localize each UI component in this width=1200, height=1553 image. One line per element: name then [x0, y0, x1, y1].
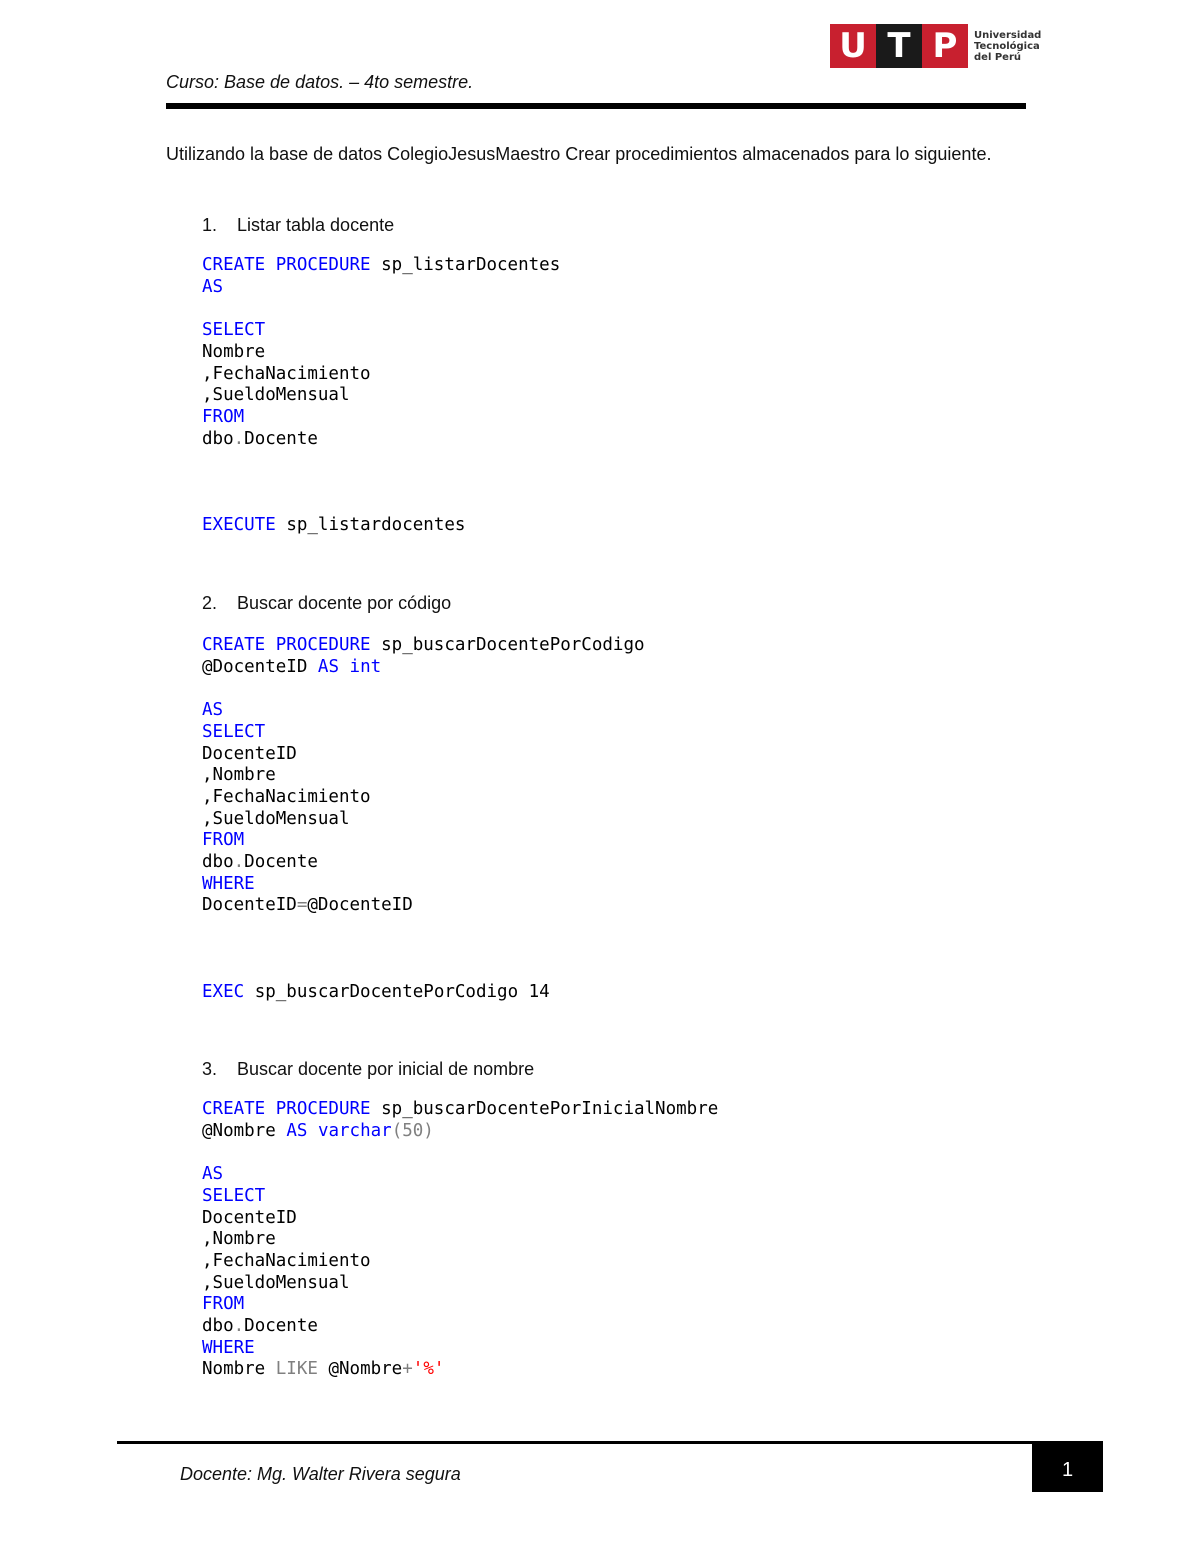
logo-letter-p: P: [922, 24, 968, 68]
exec-call: sp_buscarDocentePorCodigo 14: [254, 982, 550, 1003]
logo-line-3: del Perú: [974, 51, 1022, 63]
code-type: int: [349, 656, 382, 677]
section-number: 3.: [202, 1059, 218, 1079]
cond-operator: LIKE: [275, 1359, 318, 1380]
cond-left: DocenteID: [202, 895, 297, 916]
code-block-2: [202, 635, 645, 1004]
logo-letter-u: U: [830, 24, 876, 68]
header-divider: [166, 103, 1026, 109]
section-1-heading: [202, 215, 394, 236]
page-number: 1: [1032, 1441, 1103, 1492]
code-keyword: SELECT: [202, 320, 266, 341]
section-title: Listar tabla docente: [237, 215, 395, 235]
code-keyword: CREATE PROCEDURE: [202, 635, 371, 655]
code-column: ,FechaNacimiento: [202, 1250, 371, 1271]
code-param: @DocenteID: [202, 656, 308, 677]
code-keyword: AS: [202, 276, 224, 297]
section-2-heading: [202, 593, 451, 614]
cond-operator: =: [296, 895, 308, 916]
code-keyword: FROM: [202, 830, 245, 851]
code-block-1: [202, 255, 560, 537]
logo-line-2: Tecnológica: [974, 40, 1040, 52]
code-column: ,SueldoMensual: [202, 808, 350, 829]
code-block-3: [202, 1099, 718, 1381]
code-column: ,Nombre: [202, 1229, 276, 1250]
code-keyword: SELECT: [202, 721, 266, 742]
code-column: ,FechaNacimiento: [202, 786, 371, 807]
code-column: ,SueldoMensual: [202, 385, 350, 406]
cond-string: '%': [412, 1359, 445, 1380]
section-number: 2.: [202, 593, 218, 613]
course-title: Curso: Base de datos. – 4to semestre.: [166, 72, 474, 92]
code-keyword: AS: [317, 656, 339, 677]
code-column: ,FechaNacimiento: [202, 363, 371, 384]
cond-right: @Nombre: [328, 1359, 403, 1380]
code-keyword: EXEC: [202, 982, 245, 1003]
proc-name: sp_listarDocentes: [381, 255, 561, 275]
cond-right: @DocenteID: [307, 895, 413, 916]
code-dot: .: [233, 428, 245, 449]
code-type-length: (50): [391, 1120, 434, 1141]
code-dot: .: [233, 852, 245, 873]
code-param: @Nombre: [202, 1120, 276, 1141]
logo-text: [974, 30, 1041, 63]
utp-logo: [830, 24, 1041, 68]
code-keyword: SELECT: [202, 1185, 266, 1206]
code-dot: .: [233, 1316, 245, 1337]
teacher-name: Docente: Mg. Walter Rivera segura: [180, 1464, 461, 1484]
cond-left: Nombre: [202, 1359, 266, 1380]
intro-paragraph: Utilizando la base de datos ColegioJesusMaestro Crear procedimientos almacenados para lo siguiente.: [166, 144, 992, 164]
code-column: DocenteID: [202, 743, 297, 764]
code-keyword: WHERE: [202, 873, 255, 894]
table-schema: dbo: [202, 428, 234, 449]
proc-name: sp_buscarDocentePorCodigo: [381, 635, 645, 655]
section-title: Buscar docente por inicial de nombre: [237, 1059, 535, 1079]
code-keyword: CREATE PROCEDURE: [202, 1099, 371, 1119]
table-name: Docente: [244, 428, 318, 449]
proc-name: sp_buscarDocentePorInicialNombre: [381, 1099, 719, 1119]
section-number: 1.: [202, 215, 218, 235]
table-name: Docente: [244, 1316, 318, 1337]
table-name: Docente: [244, 852, 318, 873]
section-3-heading: [202, 1059, 534, 1080]
logo-line-1: Universidad: [974, 29, 1042, 41]
code-keyword: FROM: [202, 1294, 245, 1315]
logo-letter-t: T: [876, 24, 922, 68]
code-keyword: AS: [202, 1164, 224, 1185]
code-keyword: WHERE: [202, 1337, 255, 1358]
code-column: ,SueldoMensual: [202, 1272, 350, 1293]
section-title: Buscar docente por código: [237, 593, 452, 613]
code-keyword: EXECUTE: [202, 515, 276, 536]
code-column: Nombre: [202, 341, 266, 362]
code-keyword: AS: [286, 1120, 308, 1141]
cond-plus: +: [402, 1359, 413, 1380]
table-schema: dbo: [202, 852, 234, 873]
code-keyword: CREATE PROCEDURE: [202, 255, 371, 275]
code-column: ,Nombre: [202, 765, 276, 786]
table-schema: dbo: [202, 1316, 234, 1337]
footer-divider: [117, 1441, 1032, 1444]
code-keyword: FROM: [202, 406, 245, 427]
code-column: DocenteID: [202, 1207, 297, 1228]
exec-call: sp_listardocentes: [286, 515, 466, 536]
code-type: varchar: [317, 1120, 392, 1141]
code-keyword: AS: [202, 700, 224, 721]
